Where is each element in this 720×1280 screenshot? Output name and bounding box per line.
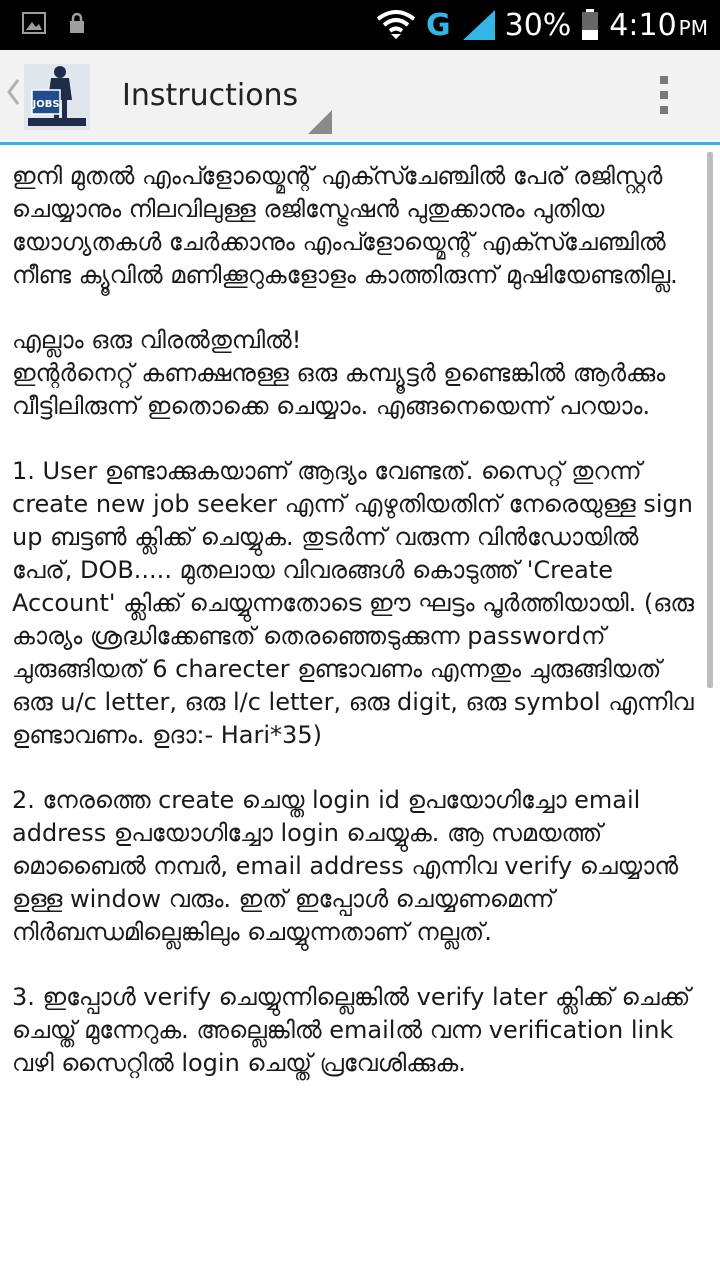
instructions-content <box>12 160 702 1280</box>
instructions-paragraph: 3. ഇപ്പോൾ verify ചെയ്യുന്നില്ലെങ്കിൽ verify later ക്ലിക്ക് ചെക്ക് ചെയ്ത് മുന്നേറുക. അല്ലെങ്കിൽ emailൽ വന്ന verification link വഴി സൈറ്റിൽ login ചെയ്ത് പ്രവേശിക്കുക. <box>12 983 691 1077</box>
gallery-notification-icon <box>22 12 46 34</box>
menu-dot-icon <box>660 91 668 99</box>
clock <box>609 8 708 43</box>
status-bar <box>0 0 720 50</box>
clock-ampm: PM <box>678 15 708 40</box>
overflow-menu-button[interactable] <box>654 76 674 120</box>
menu-dot-icon <box>660 76 668 84</box>
signal-strength-icon <box>461 10 495 40</box>
scrollbar-thumb[interactable] <box>707 152 713 688</box>
battery-icon <box>581 9 599 41</box>
instructions-paragraph: എല്ലാം ഒരു വിരൽതുമ്പിൽ! ഇന്റർനെറ്റ് കണക്ഷനുള്ള ഒരു കമ്പ്യൂട്ടർ ഉണ്ടെങ്കിൽ ആർക്കും വീട്ടിലിരുന്ന് ഇതൊക്കെ ചെയ്യാം. എങ്ങനെയെന്ന് പറയാം. <box>12 326 666 420</box>
battery-percent: 30% <box>504 7 572 43</box>
instructions-paragraph: 1. User ഉണ്ടാക്കുകയാണ് ആദ്യം വേണ്ടത്. സൈറ്റ് തുറന്ന് create new job seeker എന്ന് എഴുതിയതിന് നേരെയുള്ള sign up ബട്ടൺ ക്ലിക്ക് ചെയ്യുക. തുടർന്ന് വരുന്ന വിൻഡോയിൽ പേര്, DOB..... മുതലായ വിവരങ്ങൾ കൊടുത്ത് 'Create Account' ക്ലിക്ക് ചെയ്യുന്നതോടെ ഈ ഘട്ടം പൂർത്തിയായി. (ഒരു കാര്യം ശ്രദ്ധിക്കേണ്ടത് തെരഞ്ഞെടുക്കുന്ന passwordന് ചുരുങ്ങിയത് 6 charecter ഉണ്ടാവണം എന്നതും ചുരുങ്ങിയത് ഒരു u/c letter, ഒരു l/c letter, ഒരു digit, ഒരു symbol എന്നിവ ഉണ്ടാവണം. ഉദാ:- Hari*35) <box>12 457 694 749</box>
page-title: Instructions <box>122 78 299 113</box>
chevron-left-icon[interactable] <box>6 78 20 106</box>
app-logo-text: JOBS <box>32 99 60 110</box>
app-logo[interactable] <box>24 64 90 130</box>
instructions-paragraph: ഇനി മുതൽ എംപ്ളോയ്മെന്റ് എക്സ്ചേഞ്ചിൽ പേര് രജിസ്റ്റർ ചെയ്യാനും നിലവിലുള്ള രജിസ്ട്രേഷൻ പുതുക്കാനും പുതിയ യോഗ്യതകൾ ചേർക്കാനും എംപ്ളോയ്മെന്റ് എക്സ്ചേഞ്ചിൽ നീണ്ട ക്യൂവിൽ മണിക്കൂറുകളോളം കാത്തിരുന്ന് മുഷിയേണ്ടതില്ല. <box>12 162 678 289</box>
lock-notification-icon <box>68 12 86 34</box>
spinner-arrow-icon[interactable] <box>308 110 332 134</box>
wifi-icon <box>376 10 416 40</box>
instructions-paragraph: 2. നേരത്തെ create ചെയ്ത login id ഉപയോഗിച്ചോ email address ഉപയോഗിച്ചോ login ചെയ്യുക. ആ സമയത്ത് മൊബൈൽ നമ്പർ, email address എന്നിവ verify ചെയ്യാൻ ഉള്ള window വരും. ഇത് ഇപ്പോൾ ചെയ്യണമെന്ന് നിർബന്ധമില്ലെങ്കിലും ചെയ്യുന്നതാണ് നല്ലത്. <box>12 786 679 946</box>
network-type-label: G <box>425 7 451 43</box>
clock-time: 4:10 <box>609 7 677 43</box>
menu-dot-icon <box>660 106 668 114</box>
action-bar <box>0 50 720 145</box>
